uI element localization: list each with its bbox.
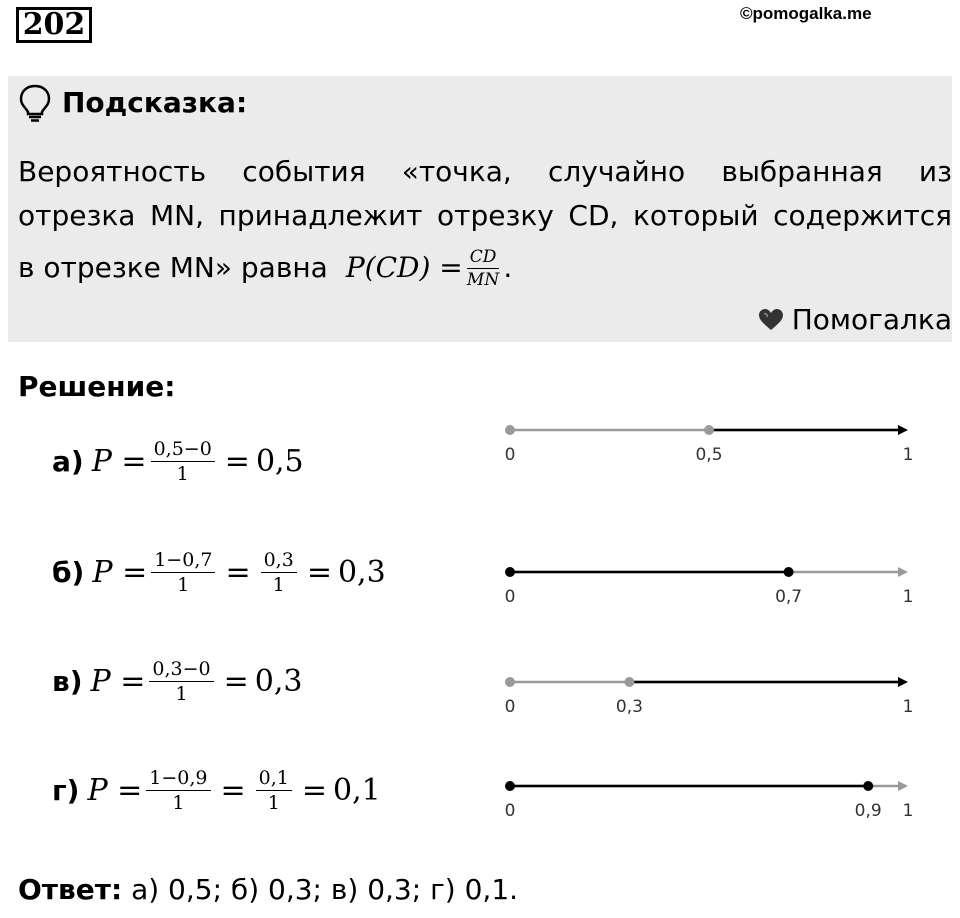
tick-label: 1: [902, 587, 914, 607]
tick-label: 1: [902, 801, 914, 821]
item-denominator: 1: [172, 792, 185, 814]
item-lhs: P =: [92, 555, 148, 590]
point-mark: [505, 781, 515, 791]
equals-sign: =: [301, 773, 328, 808]
solution-item-c: [52, 658, 302, 705]
item-fraction: [146, 767, 210, 814]
point-mark: [505, 567, 515, 577]
item-mid-denominator: 1: [267, 792, 280, 814]
hint-formula-denominator: MN: [466, 269, 500, 290]
item-numerator: 0,5−0: [151, 438, 215, 462]
arrow-head: [898, 567, 908, 577]
solution-title: Решение:: [18, 370, 176, 403]
equals-sign: =: [225, 555, 251, 590]
item-fraction: [151, 438, 215, 485]
item-denominator: 1: [176, 463, 189, 485]
tick-label: 0,3: [615, 697, 643, 717]
point-mark: [704, 425, 714, 435]
tick-label: 0: [504, 801, 516, 821]
item-mid-numerator: 0,1: [256, 767, 292, 791]
solution-item-d: [52, 767, 381, 814]
hint-line-2: отрезка MN, принадлежит отрезку CD, который содержится: [18, 199, 952, 232]
item-mid-denominator: 1: [272, 574, 285, 596]
item-numerator: 0,3−0: [149, 658, 213, 682]
item-numerator: 1−0,7: [151, 549, 215, 573]
number-line-d: [480, 766, 940, 836]
hint-title: Подсказка:: [62, 86, 248, 119]
hint-formula-end: .: [503, 251, 513, 284]
tick-label: 1: [902, 697, 914, 717]
item-letter: г): [52, 774, 80, 807]
hint-line-3: [18, 246, 952, 290]
item-lhs: P =: [87, 773, 143, 808]
site-watermark: ©pomogalka.me: [740, 4, 872, 23]
tick-label: 0,5: [695, 445, 723, 465]
tick-label: 0,7: [775, 587, 803, 607]
tick-label: 1: [902, 445, 914, 465]
item-mid-numerator: 0,3: [261, 549, 297, 573]
equals-sign: =: [224, 444, 250, 479]
item-lhs: P =: [90, 664, 146, 699]
number-line-c: [480, 662, 940, 732]
arrow-head: [898, 677, 908, 687]
item-result: 0,1: [333, 773, 381, 808]
number-line-a: [480, 410, 940, 480]
tick-label: 0,9: [854, 801, 882, 821]
item-result: 0,5: [255, 444, 304, 479]
item-fraction: [149, 658, 213, 705]
number-line-b: [480, 552, 940, 622]
point-mark: [784, 567, 794, 577]
tick-label: 0: [504, 697, 516, 717]
point-mark: [624, 677, 634, 687]
point-mark: [505, 677, 515, 687]
tick-label: 0: [504, 587, 516, 607]
point-mark: [505, 425, 515, 435]
arrow-head: [898, 781, 908, 791]
problem-number: 202: [16, 7, 92, 43]
hint-formula-numerator: CD: [467, 247, 500, 269]
brand-name: Помогалка: [791, 303, 952, 336]
answer: [18, 873, 518, 906]
lightbulb-icon: [18, 83, 52, 123]
item-letter: а): [52, 445, 84, 478]
heart-icon: [758, 308, 784, 332]
arrow-head: [898, 425, 908, 435]
equals-sign: =: [220, 773, 246, 808]
item-letter: в): [52, 665, 83, 698]
item-mid-fraction: [261, 549, 297, 596]
item-lhs: P =: [91, 444, 147, 479]
item-letter: б): [52, 556, 85, 589]
solution-item-a: [52, 438, 304, 485]
item-fraction: [151, 549, 215, 596]
tick-label: 0: [504, 445, 516, 465]
brand-signature: [758, 303, 952, 336]
hint-line-1: Вероятность события «точка, случайно выбранная из: [18, 155, 952, 188]
item-denominator: 1: [175, 683, 188, 705]
equals-sign: =: [223, 664, 249, 699]
item-result: 0,3: [254, 664, 303, 699]
equals-sign: =: [306, 555, 332, 590]
item-mid-fraction: [256, 767, 292, 814]
item-numerator: 1−0,9: [146, 767, 210, 791]
answer-text: а) 0,5; б) 0,3; в) 0,3; г) 0,1.: [131, 873, 519, 906]
hint-formula-lhs: P(CD) =: [345, 251, 463, 284]
point-mark: [863, 781, 873, 791]
hint-formula-fraction: [467, 247, 500, 290]
solution-item-b: [52, 549, 386, 596]
item-denominator: 1: [177, 574, 190, 596]
item-result: 0,3: [337, 555, 386, 590]
hint-line-3-prefix: в отрезке MN» равна: [18, 251, 328, 284]
answer-label: Ответ:: [18, 873, 123, 906]
